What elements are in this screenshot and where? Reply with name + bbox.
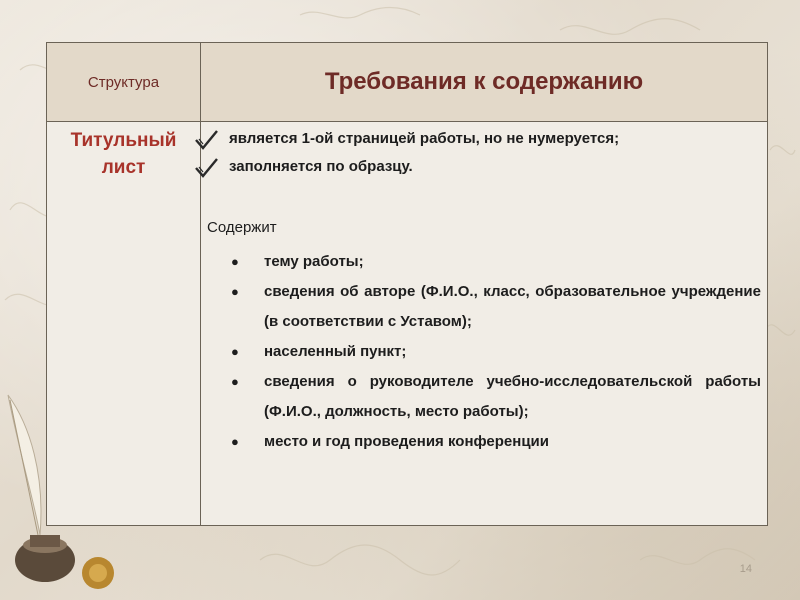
quill-pen-icon (8, 395, 41, 535)
list-item-text: место и год проведения конференции (264, 433, 549, 450)
checkmark-icon (193, 157, 219, 179)
bullet-icon: ● (231, 374, 239, 389)
inkwell-icon (15, 535, 75, 582)
list-item-text: сведения о руководителе учебно-исследовательской работы (Ф.И.О., должность, место работы); (264, 373, 761, 420)
list-item (231, 277, 761, 337)
header-structure: Структура (87, 73, 160, 91)
bullet-icon: ● (231, 284, 239, 299)
header-requirements: Требования к содержанию (324, 68, 644, 95)
bullet-icon: ● (231, 254, 239, 269)
check-item-text: заполняется по образцу. (229, 158, 413, 175)
check-item-text: является 1-ой страницей работы, но не нумеруется; (229, 130, 620, 147)
bullet-icon: ● (231, 344, 239, 359)
list-item-text: населенный пункт; (264, 343, 407, 360)
content-table (46, 42, 768, 526)
row-label-line2: лист (101, 157, 146, 178)
bullet-list (231, 247, 761, 457)
contains-label: Содержит (207, 219, 277, 236)
column-divider (200, 43, 201, 525)
page-number: 14 (739, 563, 752, 575)
row-label-title-page (47, 127, 200, 181)
bullet-icon: ● (231, 434, 239, 449)
list-item-text: тему работы; (264, 253, 364, 270)
list-item (231, 247, 761, 277)
list-item (231, 427, 761, 457)
wax-seal-icon (82, 557, 114, 589)
list-item (231, 367, 761, 427)
row-label-line1: Титульный (70, 130, 177, 151)
list-item-text: сведения об авторе (Ф.И.О., класс, образовательное учреждение (в соответствии с Уставом); (264, 283, 761, 330)
list-item (231, 337, 761, 367)
checkmark-icon (193, 129, 219, 151)
